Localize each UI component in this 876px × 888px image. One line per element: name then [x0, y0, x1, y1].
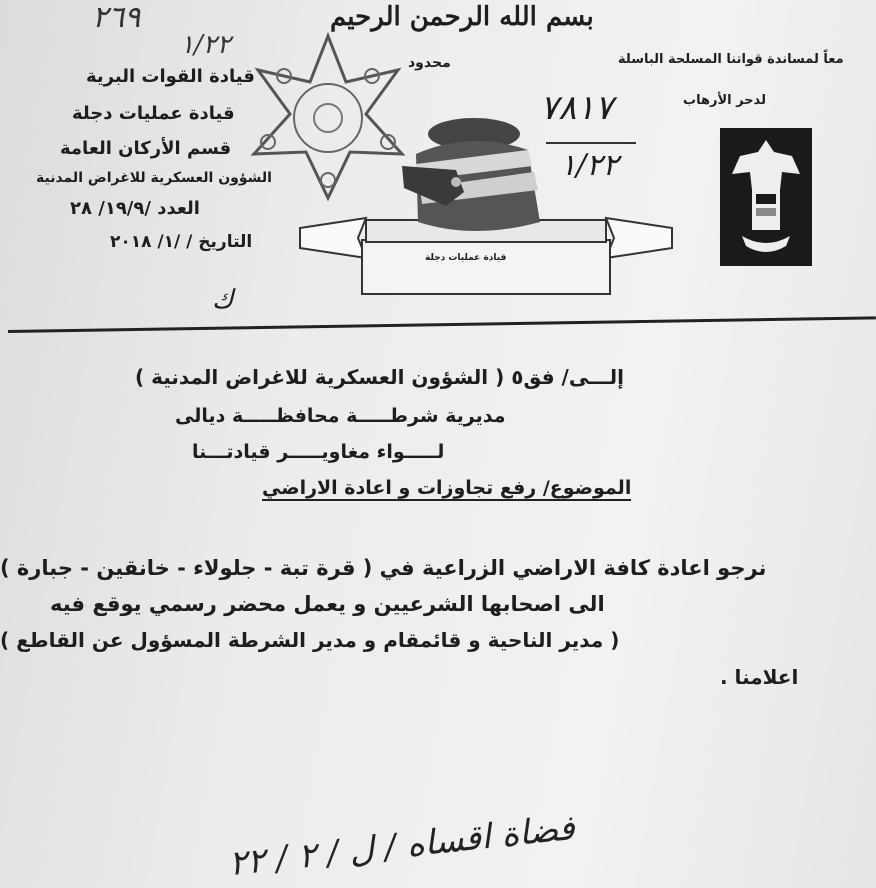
recipient-line-1: إلـــى/ فق٥ ( الشؤون العسكرية للاغراض المدنية ): [135, 365, 624, 389]
document-number: العدد /١٩/٩/ ٢٨: [70, 198, 200, 219]
iraq-emblem-icon: [720, 128, 812, 266]
handwritten-incoming-number: ٧٨١٧: [540, 88, 614, 128]
banner-label: قيادة عمليات دجلة: [425, 253, 507, 263]
org-line-2: قيادة عمليات دجلة: [72, 103, 235, 124]
basmala: بسم الله الرحمن الرحيم: [330, 2, 594, 32]
handwritten-mark: ك: [212, 285, 234, 315]
body-line-2: الى اصحابها الشرعيين و يعمل محضر رسمي يوقع فيه: [50, 592, 605, 616]
body-line-1: نرجو اعادة كافة الاراضي الزراعية في ( قرة تبة - جلولاء - خانقين - جبارة ): [0, 556, 767, 580]
classification-label: محدود: [408, 55, 451, 71]
document-date: التاريخ / /١/ ٢٠١٨: [110, 232, 253, 252]
body-line-3: ( مدير الناحية و قائمقام و مدير الشرطة المسؤول عن القاطع ): [0, 628, 620, 652]
recipient-line-3: لـــــواء مغاويـــــر قيادتـــنا: [192, 441, 445, 463]
recipient-line-2: مديرية شرطـــــة محافظـــــة ديالى: [175, 405, 506, 427]
commando-logo-icon: [296, 110, 676, 300]
handwritten-incoming-date: ١/٢٢: [560, 148, 619, 183]
header-divider: [8, 316, 876, 333]
body-line-4: اعلامنا .: [720, 665, 799, 689]
slogan-line-1: معاً لمساندة قواتنا المسلحة الباسلة: [618, 52, 844, 67]
org-line-4: الشؤون العسكرية للاغراض المدنية: [36, 170, 272, 186]
handwritten-signature: فضاة اقساه / ل / ٢ / ٢٢: [226, 807, 577, 885]
handwritten-ref-date: ١/٢٢: [180, 30, 231, 60]
subject-line: الموضوع/ رفع تجاوزات و اعادة الاراضي: [262, 477, 632, 499]
slogan-line-2: لدحر الأرهاب: [683, 93, 766, 108]
org-line-1: قيادة القوات البرية: [86, 66, 255, 87]
org-line-3: قسم الأركان العامة: [60, 138, 232, 159]
handwritten-ref-number: ٢٦٩: [92, 0, 141, 35]
